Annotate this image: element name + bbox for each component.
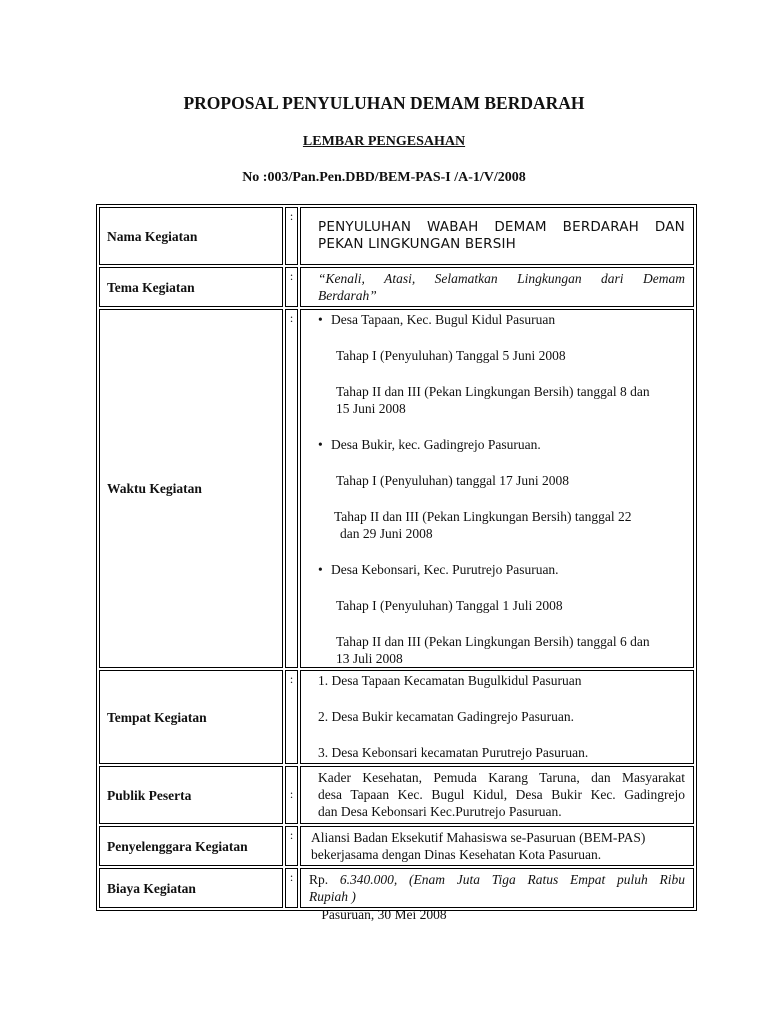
location-2-tahap-2b: dan 29 Juni 2008	[340, 526, 433, 541]
publik-line-3: dan Desa Kebonsari Kec.Purutrejo Pasuruan.	[318, 804, 562, 819]
location-1-desa: Desa Tapaan, Kec. Bugul Kidul Pasuruan	[331, 312, 556, 327]
row-publik-peserta	[99, 766, 694, 824]
value-penyelenggara-kegiatan	[300, 826, 694, 866]
location-1	[318, 311, 685, 328]
location-2-desa: Desa Bukir, kec. Gadingrejo Pasuruan.	[331, 437, 541, 452]
row-tempat-kegiatan	[99, 670, 694, 764]
colon-separator: :	[285, 267, 298, 307]
biaya-amount: 6.340.000, (Enam Juta Tiga Ratus Empat puluh Ribu	[339, 872, 685, 887]
document-subtitle: LEMBAR PENGESAHAN	[302, 134, 466, 149]
biaya-line-2: Rupiah )	[309, 889, 356, 904]
location-3-tahap-1: Tahap I (Penyuluhan) Tanggal 1 Juli 2008	[336, 598, 563, 613]
colon-separator: :	[285, 766, 298, 824]
approval-table	[96, 204, 697, 911]
biaya-prefix: Rp.	[309, 872, 329, 887]
value-waktu-kegiatan	[300, 309, 694, 668]
bullet-icon: •	[318, 437, 323, 452]
label-waktu-kegiatan: Waktu Kegiatan	[99, 309, 283, 668]
value-biaya-kegiatan	[300, 868, 694, 908]
row-nama-kegiatan	[99, 207, 694, 265]
location-3	[318, 561, 685, 578]
label-publik-peserta: Publik Peserta	[99, 766, 283, 824]
tema-line-2: Berdarah”	[318, 288, 377, 303]
publik-line-1: Kader Kesehatan, Pemuda Karang Taruna, dan Masyarakat	[318, 770, 685, 785]
row-penyelenggara-kegiatan	[99, 826, 694, 866]
tempat-item-1: 1. Desa Tapaan Kecamatan Bugulkidul Pasuruan	[318, 673, 582, 688]
location-3-tahap-2b: 13 Juli 2008	[336, 651, 403, 666]
nama-line-1: PENYULUHAN WABAH DEMAM BERDARAH DAN	[318, 219, 685, 235]
biaya-line-1	[309, 871, 685, 888]
location-1-tahap-2b: 15 Juni 2008	[336, 401, 406, 416]
penyelenggara-line-1: Aliansi Badan Eksekutif Mahasiswa se-Pasuruan (BEM-PAS)	[311, 830, 646, 845]
label-tempat-kegiatan: Tempat Kegiatan	[99, 670, 283, 764]
tempat-item-3: 3. Desa Kebonsari kecamatan Purutrejo Pasuruan.	[318, 745, 589, 760]
bullet-icon: •	[318, 312, 323, 327]
tema-line-1: “Kenali, Atasi, Selamatkan Lingkungan dari Demam	[318, 271, 685, 286]
row-waktu-kegiatan	[99, 309, 694, 668]
document-title: PROPOSAL PENYULUHAN DEMAM BERDARAH	[183, 93, 585, 113]
label-penyelenggara-kegiatan: Penyelenggara Kegiatan	[99, 826, 283, 866]
label-tema-kegiatan: Tema Kegiatan	[99, 267, 283, 307]
publik-line-2: desa Tapaan Kec. Bugul Kidul, Desa Bukir Kec. Gadingrejo	[318, 787, 685, 802]
location-2	[318, 436, 685, 453]
tempat-item-2: 2. Desa Bukir kecamatan Gadingrejo Pasuruan.	[318, 709, 575, 724]
colon-separator: :	[285, 670, 298, 764]
label-nama-kegiatan: Nama Kegiatan	[99, 207, 283, 265]
label-biaya-kegiatan: Biaya Kegiatan	[99, 868, 283, 908]
location-1-tahap-2a: Tahap II dan III (Pekan Lingkungan Bersih) tanggal 8 dan	[336, 384, 650, 399]
colon-separator: :	[285, 207, 298, 265]
value-tema-kegiatan	[300, 267, 694, 307]
place-date: Pasuruan, 30 Mei 2008	[321, 907, 447, 922]
value-publik-peserta	[300, 766, 694, 824]
colon-separator: :	[285, 868, 298, 908]
document-number: No :003/Pan.Pen.DBD/BEM-PAS-I /A-1/V/2008	[242, 170, 526, 185]
row-biaya-kegiatan	[99, 868, 694, 908]
bullet-icon: •	[318, 562, 323, 577]
location-1-tahap-1: Tahap I (Penyuluhan) Tanggal 5 Juni 2008	[336, 348, 566, 363]
location-3-desa: Desa Kebonsari, Kec. Purutrejo Pasuruan.	[331, 562, 559, 577]
nama-line-2: PEKAN LINGKUNGAN BERSIH	[318, 236, 517, 252]
penyelenggara-line-2: bekerjasama dengan Dinas Kesehatan Kota Pasuruan.	[311, 847, 602, 862]
value-nama-kegiatan	[300, 207, 694, 265]
location-3-tahap-2a: Tahap II dan III (Pekan Lingkungan Bersih) tanggal 6 dan	[336, 634, 650, 649]
value-tempat-kegiatan	[300, 670, 694, 764]
colon-separator: :	[285, 309, 298, 668]
location-2-tahap-2a: Tahap II dan III (Pekan Lingkungan Bersih) tanggal 22	[334, 509, 632, 524]
location-2-tahap-1: Tahap I (Penyuluhan) tanggal 17 Juni 2008	[336, 473, 570, 488]
colon-separator: :	[285, 826, 298, 866]
row-tema-kegiatan	[99, 267, 694, 307]
